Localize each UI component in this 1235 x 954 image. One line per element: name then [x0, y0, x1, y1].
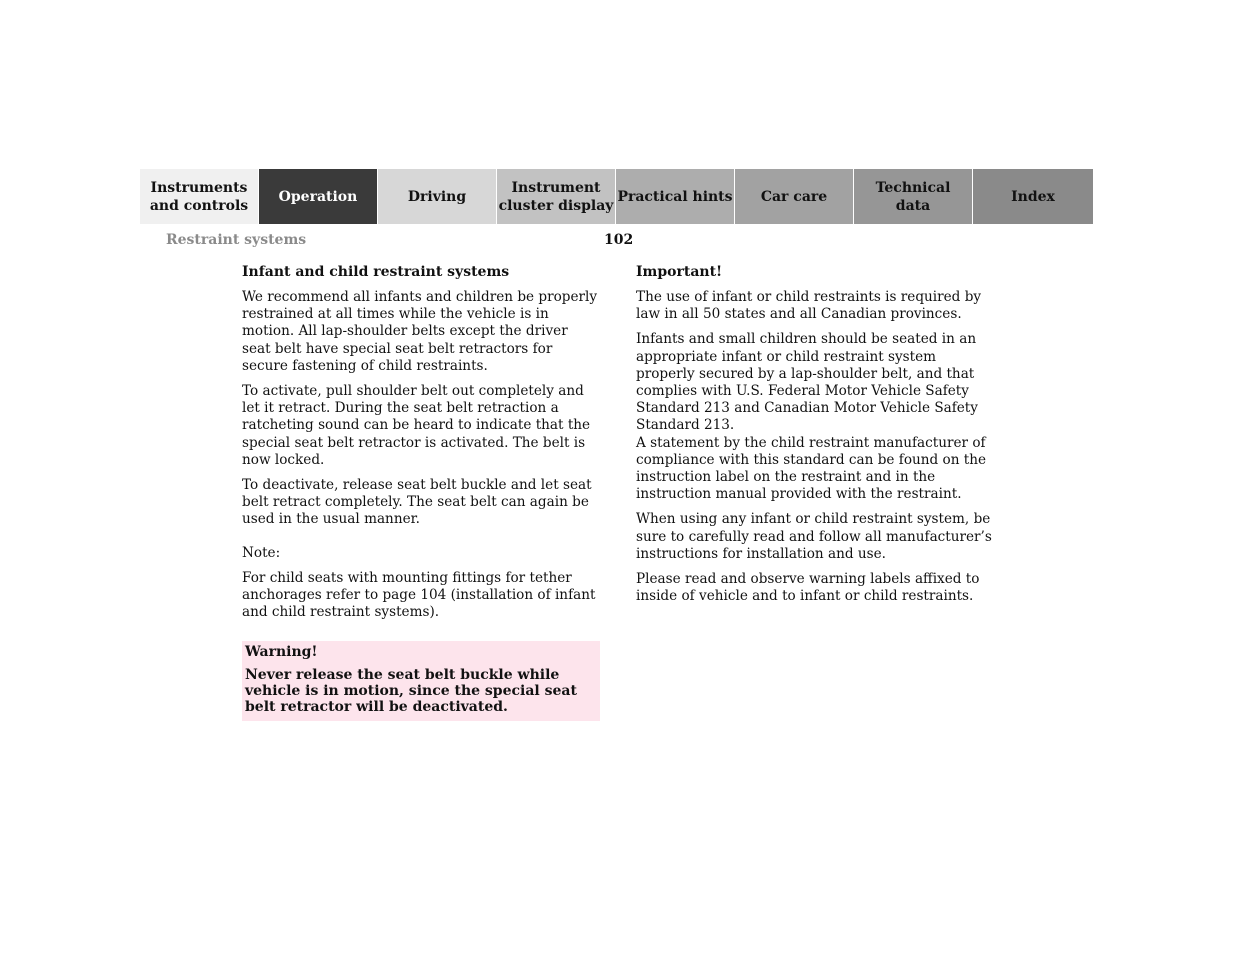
left-column: [242, 263, 600, 721]
chapter-tabs: [140, 169, 1095, 224]
right-column: [636, 263, 996, 613]
tab-driving[interactable]: Driving: [378, 169, 497, 224]
warning-text: Never release the seat belt buckle while vehicle is in motion, since the special seat belt retractor will be deactivated.: [245, 667, 577, 716]
note-text: For child seats with mounting fittings for tether anchorages refer to page 104 (installation of infant and child restraint systems).: [242, 569, 596, 621]
right-paragraph-1: The use of infant or child restraints is required by law in all 50 states and all Canadian provinces.: [636, 289, 982, 323]
warning-box: [242, 641, 600, 721]
left-paragraph-3: To deactivate, release seat belt buckle and let seat belt retract completely. The seat belt can again be used in the usual manner.: [242, 477, 592, 528]
tab-practical-hints[interactable]: Practical hints: [616, 169, 735, 224]
tab-instruments-and-controls[interactable]: Instruments and controls: [140, 169, 259, 224]
right-paragraph-3: When using any infant or child restraint system, be sure to carefully read and follow all manufacturer’s instructions for installation and use.: [636, 511, 992, 562]
left-paragraph-1: We recommend all infants and children be properly restrained at all times while the vehicle is in motion. All lap-shoulder belts except the driver seat belt have special seat belt retractors for secure fastening of child restraints.: [242, 289, 598, 374]
right-paragraph-4: Please read and observe warning labels affixed to inside of vehicle and to infant or child restraints.: [636, 571, 980, 605]
warning-title: Warning!: [245, 644, 318, 661]
page-number: 102: [604, 232, 634, 248]
section-title: Restraint systems: [166, 232, 307, 248]
tab-instrument-cluster-display[interactable]: Instrument cluster display: [497, 169, 616, 224]
right-heading: Important!: [636, 264, 723, 280]
right-paragraph-2: Infants and small children should be seated in an appropriate infant or child restraint system properly secured by a lap-shoulder belt, and that complies with U.S. Federal Motor Vehicle Safety Standard 213 and Canadian Motor Vehicle Safety Standard 213.: [636, 331, 978, 434]
right-paragraph-2b: A statement by the child restraint manufacturer of compliance with this standard can be found on the instruction label on the restraint and in the instruction manual provided with the restraint.: [636, 434, 987, 503]
left-heading: Infant and child restraint systems: [242, 264, 510, 280]
note-label: Note:: [242, 544, 281, 561]
tab-operation[interactable]: Operation: [259, 169, 378, 224]
tab-car-care[interactable]: Car care: [735, 169, 854, 224]
tab-index[interactable]: Index: [973, 169, 1093, 224]
left-paragraph-2: To activate, pull shoulder belt out completely and let it retract. During the seat belt retraction a ratcheting sound can be heard to indicate that the special seat belt retractor is activated. The belt is now locked.: [242, 383, 591, 468]
tab-technical-data[interactable]: Technical data: [854, 169, 973, 224]
